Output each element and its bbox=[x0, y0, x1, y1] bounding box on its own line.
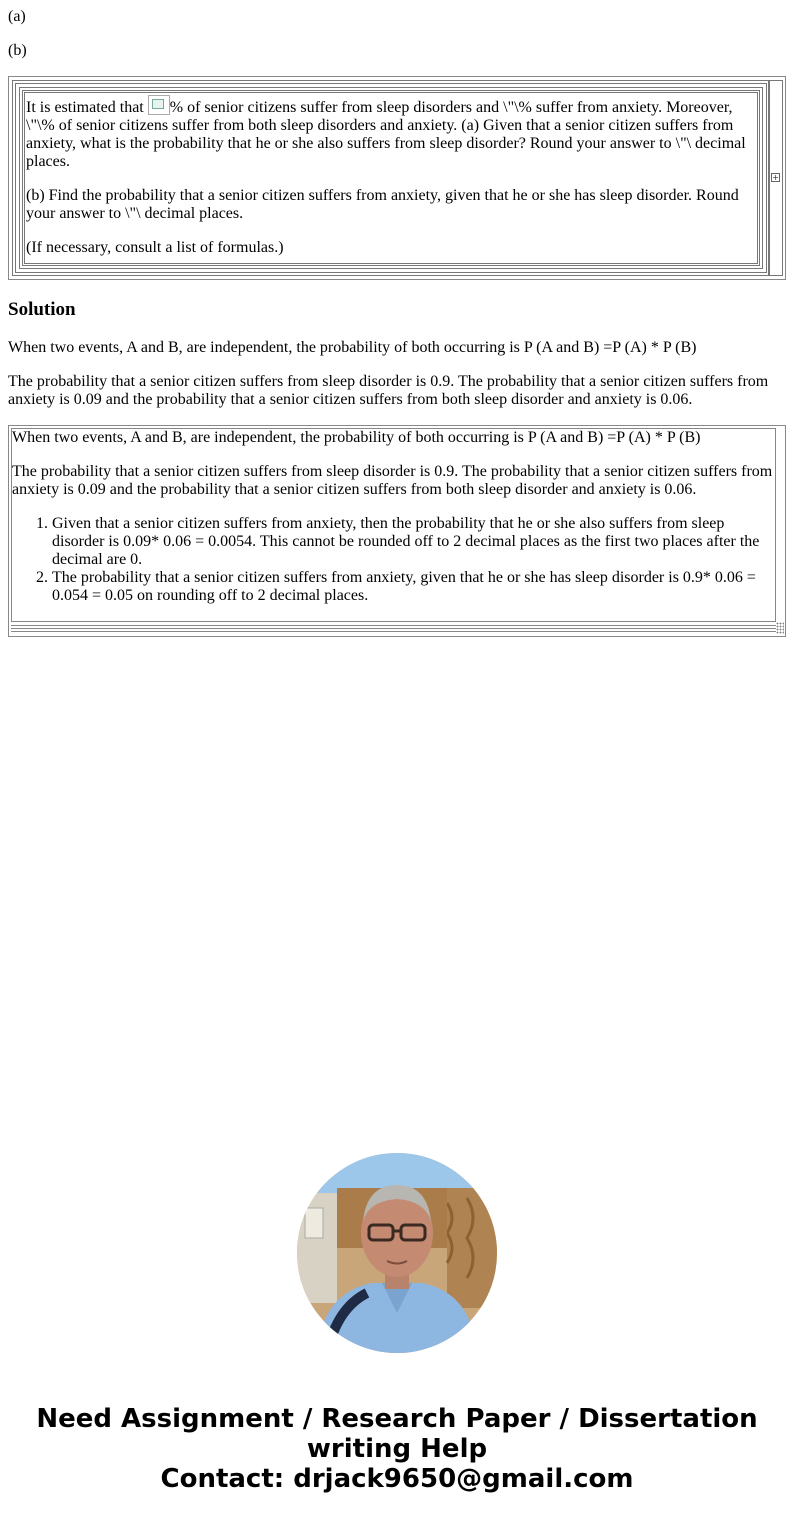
promo-line: writing Help bbox=[306, 1434, 488, 1464]
question-intro-rest: % of senior citizens suffer from sleep disorders and \"\% suffer from anxiety. Moreover, \"\% of senior citizens suffer from both sleep disorders and anxiety. (a) Given that a senior citizen suffers from anxiety, what is the probability that he or she also suffers from sleep disorder? Round your answer to \"\ decimal places. bbox=[26, 99, 746, 170]
part-b-label: (b) bbox=[8, 42, 27, 59]
solution-box bbox=[12, 429, 774, 605]
solution-item: 2. The probability that a senior citizen suffers from anxiety, given that he or she has sleep disorder is 0.9* 0.06 = 0.054 = 0.05 on rounding off to 2 decimal places. bbox=[52, 569, 774, 605]
solution-rule: When two events, A and B, are independent, the probability of both occurring is P (A and B) =P (A) * P (B) bbox=[8, 339, 697, 356]
solution-box-given: The probability that a senior citizen suffers from sleep disorder is 0.9. The probability that a senior citizen suffers from anxiety is 0.09 and the probability that a senior citizen suffers from both sleep disorder and anxiety is 0.06. bbox=[12, 463, 773, 498]
author-photo-illustration bbox=[297, 1153, 497, 1353]
resize-handle[interactable] bbox=[776, 622, 784, 634]
solution-item: 1. Given that a senior citizen suffers from anxiety, then the probability that he or she also suffers from sleep disorder is 0.09* 0.06 = 0.0054. This cannot be rounded off to 2 decimal places as the first two places after the decimal are 0. bbox=[52, 515, 774, 569]
broken-image-icon bbox=[148, 95, 170, 115]
solution-list bbox=[12, 515, 774, 605]
part-a-label: (a) bbox=[8, 8, 26, 25]
question-intro-start: It is estimated that bbox=[26, 99, 144, 116]
question-intro bbox=[26, 95, 756, 171]
question-part-b: (b) Find the probability that a senior citizen suffers from anxiety, given that he or she has sleep disorder. Round your answer to \"\ decimal places. bbox=[26, 187, 739, 222]
solution-frame-rule bbox=[11, 628, 776, 629]
solution-box-rule: When two events, A and B, are independent, the probability of both occurring is P (A and B) =P (A) * P (B) bbox=[12, 429, 701, 446]
promo-line: Need Assignment / Research Paper / Dissertation bbox=[36, 1404, 758, 1434]
author-photo bbox=[297, 1153, 497, 1353]
question-formulas-note: (If necessary, consult a list of formulas.) bbox=[26, 239, 284, 256]
expand-icon[interactable]: + bbox=[772, 173, 779, 182]
question-text bbox=[26, 95, 756, 273]
solution-heading: Solution bbox=[8, 299, 76, 320]
solution-frame-rule bbox=[11, 631, 776, 632]
promo-banner bbox=[0, 1404, 794, 1494]
solution-frame-rule bbox=[11, 625, 776, 626]
solution-given: The probability that a senior citizen suffers from sleep disorder is 0.9. The probability that a senior citizen suffers from anxiety is 0.09 and the probability that a senior citizen suffers from both sleep disorder and anxiety is 0.06. bbox=[8, 373, 769, 408]
promo-contact[interactable]: Contact: drjack9650@gmail.com bbox=[160, 1464, 634, 1494]
